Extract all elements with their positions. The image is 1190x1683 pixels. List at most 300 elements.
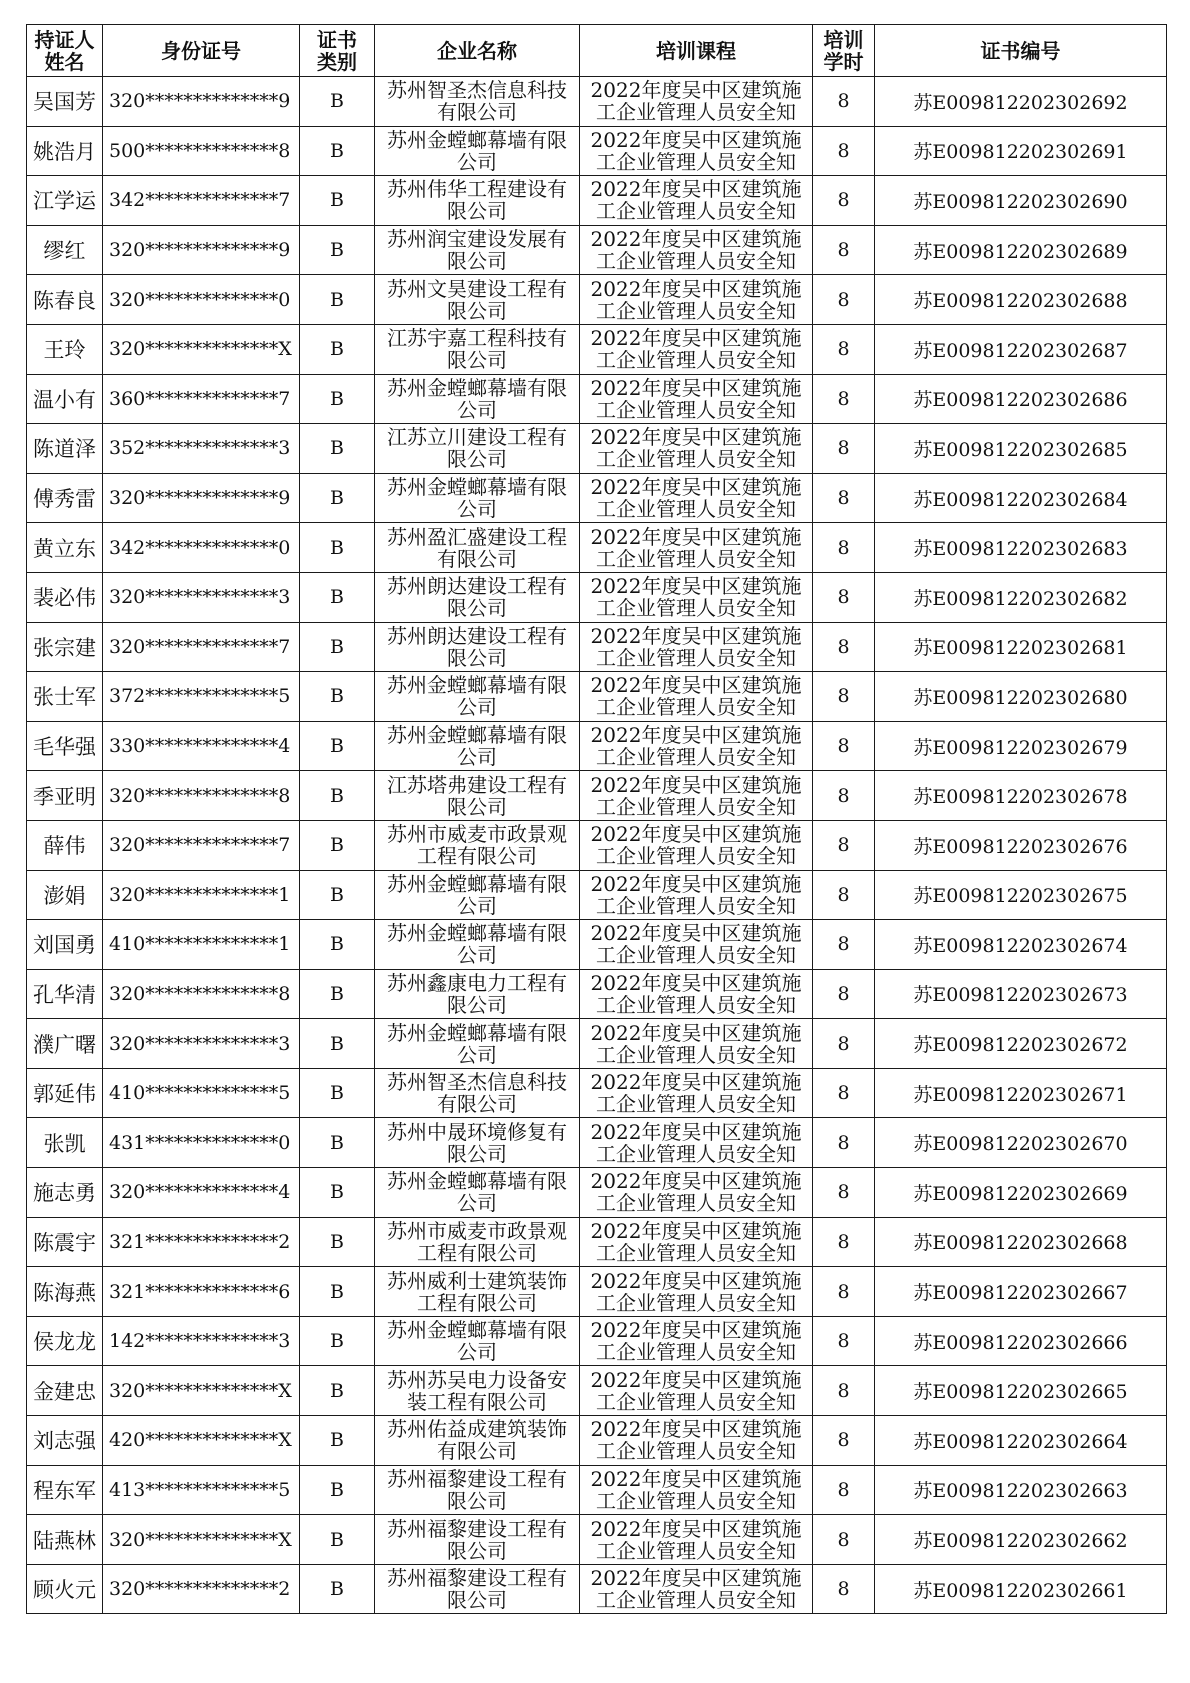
course-text [580, 176, 812, 224]
company-line: 苏州金螳螂幕墙有限 [387, 375, 567, 400]
table-row [27, 771, 1167, 821]
cert-number-cell: 苏E009812202302691 [875, 126, 1167, 176]
hours-cell: 8 [813, 1515, 875, 1565]
company-line: 有限公司 [437, 1092, 517, 1117]
holder-name-cell: 黄立东 [27, 523, 103, 573]
holder-name-cell: 薛伟 [27, 820, 103, 870]
course-text [580, 474, 812, 522]
company-cell [375, 1019, 580, 1069]
cert-number-cell: 苏E009812202302672 [875, 1019, 1167, 1069]
course-line: 工企业管理人员安全知 [596, 1092, 796, 1117]
company-text [375, 1367, 579, 1415]
course-cell [580, 1316, 813, 1366]
company-line: 苏州市威麦市政景观 [387, 1218, 567, 1243]
course-line: 工企业管理人员安全知 [596, 149, 796, 174]
course-cell [580, 920, 813, 970]
table-header [27, 25, 1167, 77]
table-row [27, 572, 1167, 622]
holder-name-cell: 孔华清 [27, 969, 103, 1019]
company-text [375, 1168, 579, 1216]
course-cell [580, 424, 813, 474]
company-text [375, 871, 579, 919]
company-line: 苏州智圣杰信息科技 [387, 78, 567, 103]
cert-type-cell: B [300, 374, 375, 424]
header-company: 企业名称 [375, 25, 580, 77]
cert-type-cell: B [300, 275, 375, 325]
hours-cell: 8 [813, 1366, 875, 1416]
company-line: 公司 [457, 1340, 497, 1365]
course-text [580, 1466, 812, 1514]
holder-name-cell: 张凯 [27, 1118, 103, 1168]
certificate-table [26, 24, 1167, 1614]
course-cell [580, 1465, 813, 1515]
table-row [27, 225, 1167, 275]
hours-cell: 8 [813, 1068, 875, 1118]
company-text [375, 821, 579, 869]
table-row [27, 473, 1167, 523]
course-text [580, 970, 812, 1018]
cert-number-cell: 苏E009812202302669 [875, 1168, 1167, 1218]
company-line: 苏州福黎建设工程有 [387, 1516, 567, 1541]
course-cell [580, 1564, 813, 1614]
company-line: 限公司 [447, 348, 507, 373]
holder-name-cell: 程东军 [27, 1465, 103, 1515]
company-line: 公司 [457, 1042, 497, 1067]
company-line: 限公司 [447, 1538, 507, 1563]
hours-cell: 8 [813, 672, 875, 722]
cert-number-cell: 苏E009812202302666 [875, 1316, 1167, 1366]
cert-type-cell: B [300, 473, 375, 523]
course-line: 2022年度吴中区建筑施 [590, 326, 802, 351]
id-number-cell: 321**************2 [103, 1217, 300, 1267]
course-text [580, 1020, 812, 1068]
cert-number-cell: 苏E009812202302682 [875, 572, 1167, 622]
id-number-cell: 372**************5 [103, 672, 300, 722]
course-cell [580, 1366, 813, 1416]
hours-cell: 8 [813, 721, 875, 771]
company-line: 限公司 [447, 1588, 507, 1613]
hours-cell: 8 [813, 820, 875, 870]
cert-type-cell: B [300, 969, 375, 1019]
holder-name-cell: 陈道泽 [27, 424, 103, 474]
company-line: 苏州盈汇盛建设工程 [387, 524, 567, 549]
course-text [580, 226, 812, 274]
table-row [27, 622, 1167, 672]
cert-type-cell: B [300, 1366, 375, 1416]
course-line: 工企业管理人员安全知 [596, 199, 796, 224]
company-line: 苏州金螳螂幕墙有限 [387, 673, 567, 698]
course-line: 2022年度吴中区建筑施 [590, 1020, 802, 1045]
course-cell [580, 1416, 813, 1466]
company-cell [375, 473, 580, 523]
id-number-cell: 320**************0 [103, 275, 300, 325]
id-number-cell: 410**************1 [103, 920, 300, 970]
company-text [375, 325, 579, 373]
company-text [375, 672, 579, 720]
cert-type-cell: B [300, 176, 375, 226]
company-text [375, 474, 579, 522]
course-line: 2022年度吴中区建筑施 [590, 1070, 802, 1095]
holder-name-cell: 刘国勇 [27, 920, 103, 970]
id-number-cell: 320**************8 [103, 771, 300, 821]
header-row [27, 25, 1167, 77]
company-line: 限公司 [447, 447, 507, 472]
company-text [375, 1069, 579, 1117]
cert-number-cell: 苏E009812202302688 [875, 275, 1167, 325]
company-cell [375, 126, 580, 176]
holder-name-cell: 张士军 [27, 672, 103, 722]
holder-name-cell: 毛华强 [27, 721, 103, 771]
id-number-cell: 320**************2 [103, 1564, 300, 1614]
table-row [27, 1366, 1167, 1416]
company-cell [375, 1465, 580, 1515]
cert-number-cell: 苏E009812202302689 [875, 225, 1167, 275]
cert-type-cell: B [300, 225, 375, 275]
cert-type-cell: B [300, 721, 375, 771]
course-cell [580, 1019, 813, 1069]
course-line: 工企业管理人员安全知 [596, 348, 796, 373]
course-line: 工企业管理人员安全知 [596, 1141, 796, 1166]
company-line: 江苏立川建设工程有 [387, 425, 567, 450]
holder-name-cell: 吴国芳 [27, 77, 103, 127]
course-line: 工企业管理人员安全知 [596, 745, 796, 770]
id-number-cell: 431**************0 [103, 1118, 300, 1168]
company-text [375, 375, 579, 423]
course-cell [580, 1217, 813, 1267]
course-cell [580, 622, 813, 672]
cert-number-cell: 苏E009812202302679 [875, 721, 1167, 771]
cert-number-cell: 苏E009812202302665 [875, 1366, 1167, 1416]
course-cell [580, 1168, 813, 1218]
cert-number-cell: 苏E009812202302662 [875, 1515, 1167, 1565]
company-cell [375, 176, 580, 226]
company-line: 限公司 [447, 645, 507, 670]
table-row [27, 77, 1167, 127]
table-row [27, 126, 1167, 176]
company-line: 苏州佑益成建筑装饰 [387, 1417, 567, 1442]
course-text [580, 920, 812, 968]
table-row [27, 1019, 1167, 1069]
id-number-cell: 352**************3 [103, 424, 300, 474]
table-row [27, 1564, 1167, 1614]
course-text [580, 821, 812, 869]
course-line: 2022年度吴中区建筑施 [590, 723, 802, 748]
company-cell [375, 672, 580, 722]
course-line: 2022年度吴中区建筑施 [590, 78, 802, 103]
company-line: 公司 [457, 695, 497, 720]
course-cell [580, 275, 813, 325]
id-number-cell: 320**************3 [103, 572, 300, 622]
cert-number-cell: 苏E009812202302680 [875, 672, 1167, 722]
cert-number-cell: 苏E009812202302683 [875, 523, 1167, 573]
course-line: 工企业管理人员安全知 [596, 596, 796, 621]
table-row [27, 324, 1167, 374]
hours-cell: 8 [813, 275, 875, 325]
course-text [580, 424, 812, 472]
course-line: 工企业管理人员安全知 [596, 992, 796, 1017]
id-number-cell: 342**************0 [103, 523, 300, 573]
header-id-number: 身份证号 [103, 25, 300, 77]
course-line: 工企业管理人员安全知 [596, 1290, 796, 1315]
course-text [580, 1416, 812, 1464]
company-line: 限公司 [447, 596, 507, 621]
hours-cell: 8 [813, 324, 875, 374]
holder-name-cell: 陈震宇 [27, 1217, 103, 1267]
company-line: 苏州金螳螂幕墙有限 [387, 921, 567, 946]
header-holder-name-line1: 持证人 [34, 27, 95, 52]
company-line: 苏州智圣杰信息科技 [387, 1070, 567, 1095]
course-line: 2022年度吴中区建筑施 [590, 822, 802, 847]
cert-type-cell: B [300, 1267, 375, 1317]
company-line: 公司 [457, 397, 497, 422]
id-number-cell: 320**************9 [103, 225, 300, 275]
table-row [27, 523, 1167, 573]
holder-name-cell: 缪红 [27, 225, 103, 275]
hours-cell: 8 [813, 1316, 875, 1366]
course-cell [580, 126, 813, 176]
company-cell [375, 1515, 580, 1565]
hours-cell: 8 [813, 771, 875, 821]
course-line: 工企业管理人员安全知 [596, 943, 796, 968]
id-number-cell: 420**************X [103, 1416, 300, 1466]
hours-cell: 8 [813, 920, 875, 970]
holder-name-cell: 金建忠 [27, 1366, 103, 1416]
table-row [27, 176, 1167, 226]
hours-cell: 8 [813, 870, 875, 920]
company-text [375, 1317, 579, 1365]
course-cell [580, 820, 813, 870]
table-row [27, 721, 1167, 771]
id-number-cell: 360**************7 [103, 374, 300, 424]
company-line: 苏州金螳螂幕墙有限 [387, 1169, 567, 1194]
header-hours [813, 25, 875, 77]
course-cell [580, 721, 813, 771]
table-row [27, 1118, 1167, 1168]
course-line: 2022年度吴中区建筑施 [590, 1367, 802, 1392]
course-line: 2022年度吴中区建筑施 [590, 574, 802, 599]
header-course: 培训课程 [580, 25, 813, 77]
holder-name-cell: 陈海燕 [27, 1267, 103, 1317]
company-line: 苏州金螳螂幕墙有限 [387, 1318, 567, 1343]
cert-number-cell: 苏E009812202302690 [875, 176, 1167, 226]
company-cell [375, 1068, 580, 1118]
company-line: 公司 [457, 1191, 497, 1216]
course-cell [580, 870, 813, 920]
company-cell [375, 1118, 580, 1168]
company-line: 限公司 [447, 1141, 507, 1166]
cert-number-cell: 苏E009812202302686 [875, 374, 1167, 424]
course-line: 2022年度吴中区建筑施 [590, 227, 802, 252]
hours-cell: 8 [813, 1217, 875, 1267]
course-line: 2022年度吴中区建筑施 [590, 276, 802, 301]
cert-type-cell: B [300, 523, 375, 573]
company-line: 苏州朗达建设工程有 [387, 574, 567, 599]
table-row [27, 870, 1167, 920]
course-text [580, 77, 812, 125]
company-line: 公司 [457, 497, 497, 522]
hours-cell: 8 [813, 1564, 875, 1614]
company-text [375, 1218, 579, 1266]
course-line: 2022年度吴中区建筑施 [590, 871, 802, 896]
company-text [375, 226, 579, 274]
company-text [375, 1268, 579, 1316]
company-line: 苏州中晟环境修复有 [387, 1119, 567, 1144]
cert-type-cell: B [300, 870, 375, 920]
id-number-cell: 320**************9 [103, 473, 300, 523]
holder-name-cell: 刘志强 [27, 1416, 103, 1466]
company-line: 苏州文昊建设工程有 [387, 276, 567, 301]
holder-name-cell: 温小有 [27, 374, 103, 424]
cert-type-cell: B [300, 1118, 375, 1168]
company-text [375, 722, 579, 770]
table-row [27, 920, 1167, 970]
company-line: 苏州福黎建设工程有 [387, 1466, 567, 1491]
cert-number-cell: 苏E009812202302674 [875, 920, 1167, 970]
company-line: 有限公司 [437, 100, 517, 125]
company-line: 公司 [457, 745, 497, 770]
cert-number-cell: 苏E009812202302663 [875, 1465, 1167, 1515]
course-text [580, 623, 812, 671]
cert-type-cell: B [300, 1019, 375, 1069]
cert-type-cell: B [300, 1564, 375, 1614]
cert-type-cell: B [300, 126, 375, 176]
course-line: 2022年度吴中区建筑施 [590, 524, 802, 549]
course-text [580, 1069, 812, 1117]
company-cell [375, 969, 580, 1019]
company-text [375, 1466, 579, 1514]
company-text [375, 573, 579, 621]
cert-number-cell: 苏E009812202302676 [875, 820, 1167, 870]
course-line: 2022年度吴中区建筑施 [590, 425, 802, 450]
company-cell [375, 721, 580, 771]
course-line: 2022年度吴中区建筑施 [590, 1318, 802, 1343]
course-line: 2022年度吴中区建筑施 [590, 1566, 802, 1591]
header-holder-name-line2: 姓名 [44, 49, 85, 74]
course-cell [580, 572, 813, 622]
hours-cell: 8 [813, 77, 875, 127]
course-line: 2022年度吴中区建筑施 [590, 177, 802, 202]
cert-type-cell: B [300, 820, 375, 870]
course-line: 工企业管理人员安全知 [596, 249, 796, 274]
course-line: 2022年度吴中区建筑施 [590, 970, 802, 995]
hours-cell: 8 [813, 1019, 875, 1069]
company-text [375, 77, 579, 125]
course-cell [580, 374, 813, 424]
id-number-cell: 320**************X [103, 1515, 300, 1565]
holder-name-cell: 季亚明 [27, 771, 103, 821]
cert-number-cell: 苏E009812202302667 [875, 1267, 1167, 1317]
table-row [27, 1267, 1167, 1317]
company-text [375, 920, 579, 968]
company-line: 限公司 [447, 794, 507, 819]
company-line: 限公司 [447, 298, 507, 323]
course-line: 2022年度吴中区建筑施 [590, 1466, 802, 1491]
company-line: 苏州金螳螂幕墙有限 [387, 127, 567, 152]
course-line: 工企业管理人员安全知 [596, 298, 796, 323]
holder-name-cell: 陆燕林 [27, 1515, 103, 1565]
cert-number-cell: 苏E009812202302668 [875, 1217, 1167, 1267]
id-number-cell: 342**************7 [103, 176, 300, 226]
hours-cell: 8 [813, 374, 875, 424]
course-line: 工企业管理人员安全知 [596, 100, 796, 125]
company-line: 苏州金螳螂幕墙有限 [387, 723, 567, 748]
company-cell [375, 77, 580, 127]
cert-type-cell: B [300, 1168, 375, 1218]
course-line: 工企业管理人员安全知 [596, 497, 796, 522]
company-line: 苏州福黎建设工程有 [387, 1566, 567, 1591]
cert-number-cell: 苏E009812202302687 [875, 324, 1167, 374]
company-line: 有限公司 [437, 1439, 517, 1464]
cert-number-cell: 苏E009812202302681 [875, 622, 1167, 672]
company-text [375, 1565, 579, 1613]
company-line: 江苏宇嘉工程科技有 [387, 326, 567, 351]
company-cell [375, 870, 580, 920]
course-line: 工企业管理人员安全知 [596, 1340, 796, 1365]
table-row [27, 424, 1167, 474]
company-line: 限公司 [447, 992, 507, 1017]
header-holder-name [27, 25, 103, 77]
course-cell [580, 969, 813, 1019]
hours-cell: 8 [813, 424, 875, 474]
company-text [375, 1516, 579, 1564]
course-line: 工企业管理人员安全知 [596, 1240, 796, 1265]
cert-type-cell: B [300, 622, 375, 672]
cert-number-cell: 苏E009812202302670 [875, 1118, 1167, 1168]
hours-cell: 8 [813, 473, 875, 523]
holder-name-cell: 郭延伟 [27, 1068, 103, 1118]
company-line: 限公司 [447, 249, 507, 274]
course-text [580, 772, 812, 820]
course-line: 工企业管理人员安全知 [596, 1042, 796, 1067]
id-number-cell: 413**************5 [103, 1465, 300, 1515]
header-cert-type [300, 25, 375, 77]
header-hours-line2: 学时 [823, 49, 864, 74]
course-line: 工企业管理人员安全知 [596, 1389, 796, 1414]
course-text [580, 276, 812, 324]
course-line: 工企业管理人员安全知 [596, 546, 796, 571]
company-line: 苏州苏吴电力设备安 [387, 1367, 567, 1392]
company-text [375, 1416, 579, 1464]
id-number-cell: 330**************4 [103, 721, 300, 771]
company-line: 公司 [457, 893, 497, 918]
course-line: 2022年度吴中区建筑施 [590, 1169, 802, 1194]
course-cell [580, 1515, 813, 1565]
course-text [580, 524, 812, 572]
cert-type-cell: B [300, 1465, 375, 1515]
course-line: 工企业管理人员安全知 [596, 1191, 796, 1216]
company-cell [375, 622, 580, 672]
course-line: 2022年度吴中区建筑施 [590, 1268, 802, 1293]
course-line: 工企业管理人员安全知 [596, 844, 796, 869]
course-line: 2022年度吴中区建筑施 [590, 921, 802, 946]
company-line: 公司 [457, 149, 497, 174]
course-line: 工企业管理人员安全知 [596, 1488, 796, 1513]
company-text [375, 127, 579, 175]
holder-name-cell: 王玲 [27, 324, 103, 374]
course-cell [580, 1068, 813, 1118]
company-cell [375, 1217, 580, 1267]
course-cell [580, 1118, 813, 1168]
id-number-cell: 320**************1 [103, 870, 300, 920]
course-text [580, 1317, 812, 1365]
cert-type-cell: B [300, 920, 375, 970]
course-text [580, 871, 812, 919]
company-cell [375, 820, 580, 870]
table-row [27, 672, 1167, 722]
company-cell [375, 275, 580, 325]
company-line: 苏州朗达建设工程有 [387, 623, 567, 648]
holder-name-cell: 傅秀雷 [27, 473, 103, 523]
